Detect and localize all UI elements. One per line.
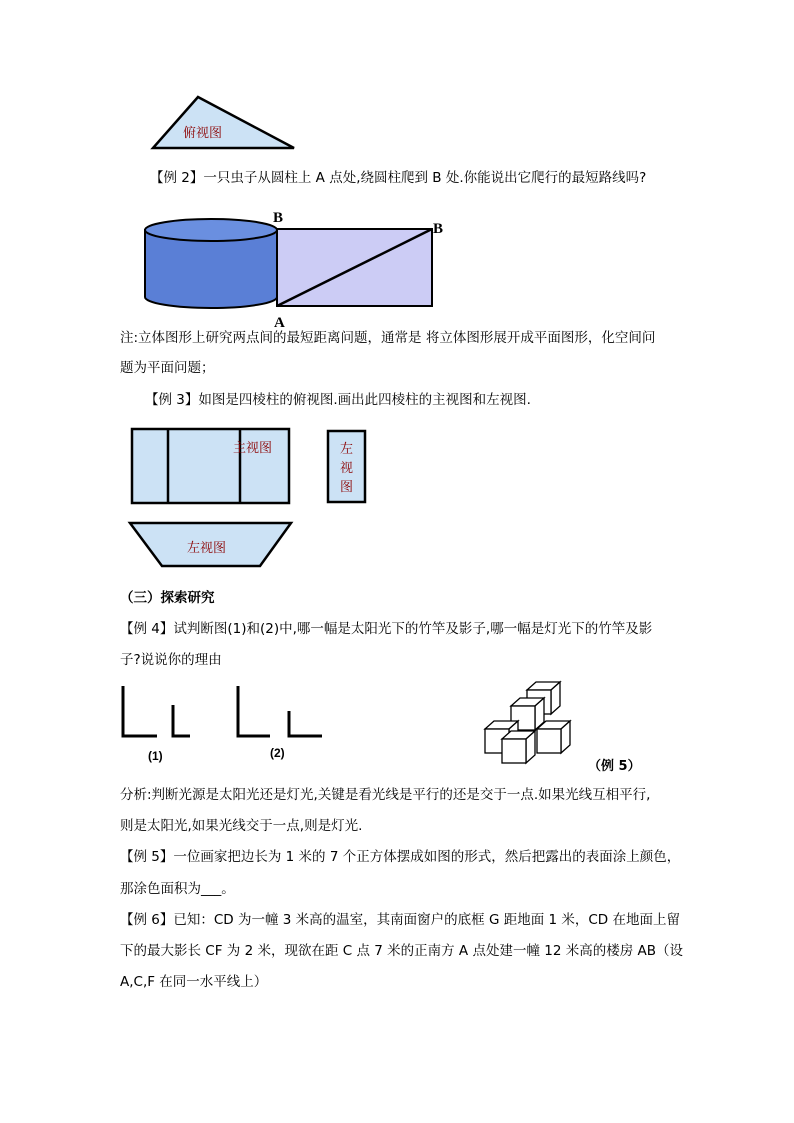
note-line-2: 题为平面问题；	[120, 360, 215, 376]
pole-shadow-2b	[289, 711, 322, 736]
pole-shadow-2a	[238, 686, 270, 736]
cube-stack	[485, 682, 570, 763]
section-3-title: （三）探索研究	[120, 590, 215, 606]
label-b-top: B	[273, 210, 284, 226]
top-view-triangle-figure	[150, 95, 300, 151]
cylinder-top	[145, 219, 277, 241]
pole-shadow-1b	[173, 705, 190, 736]
example-6-line-2: 下的最大影长 CF 为 2 米，现欲在距 C 点 7 米的正南方 A 点处建一幢 12 米高的楼房 AB（设	[120, 943, 683, 959]
figure-label-2: (2)	[270, 746, 285, 760]
left-view-char-3: 图	[340, 480, 354, 495]
label-a: A	[274, 315, 285, 330]
pole-shadow-1a	[123, 686, 157, 736]
example-5-figure-label: （例 5）	[588, 759, 641, 774]
bottom-view-label: 左视图	[187, 541, 227, 556]
example-5-line-2: 那涂色面积为___。	[120, 881, 235, 897]
example-4-line-1: 【例 4】试判断图(1)和(2)中,哪一幅是太阳光下的竹竿及影子,哪一幅是灯光下的竹竿及影	[120, 621, 653, 637]
top-view-triangle	[153, 97, 294, 148]
left-view-char-2: 视	[340, 461, 354, 476]
cylinder-unfold-figure	[135, 205, 455, 330]
views-figure	[125, 425, 375, 575]
example-6-line-3: A,C,F 在同一水平线上）	[120, 974, 268, 990]
label-b-right: B	[433, 221, 444, 237]
analysis-line-2: 则是太阳光,如果光线交于一点,则是灯光.	[120, 818, 363, 834]
figure-label-1: (1)	[148, 749, 163, 763]
example-4-line-2: 子?说说你的理由	[120, 652, 222, 668]
example-5-line-1: 【例 5】一位画家把边长为 1 米的 7 个正方体摆成如图的形式，然后把露出的表面涂上颜色，	[120, 849, 681, 865]
example-2-text: 【例 2】一只虫子从圆柱上 A 点处,绕圆柱爬到 B 处.你能说出它爬行的最短路线吗?	[150, 170, 647, 186]
top-view-label: 俯视图	[183, 126, 223, 141]
analysis-line-1: 分析:判断光源是太阳光还是灯光,关键是看光线是平行的还是交于一点.如果光线互相平行,	[120, 787, 651, 803]
front-view-label: 主视图	[233, 441, 273, 456]
left-view-char-1: 左	[340, 442, 354, 457]
shadow-figures	[110, 678, 670, 778]
example-6-line-1: 【例 6】已知：CD 为一幢 3 米高的温室，其南面窗户的底框 G 距地面 1 米，CD 在地面上留	[120, 912, 680, 928]
example-3-text: 【例 3】如图是四棱柱的俯视图.画出此四棱柱的主视图和左视图.	[145, 392, 531, 408]
note-line-1: 注:立体图形上研究两点间的最短距离问题，通常是 将立体图形展开成平面图形，化空间问	[120, 330, 656, 346]
